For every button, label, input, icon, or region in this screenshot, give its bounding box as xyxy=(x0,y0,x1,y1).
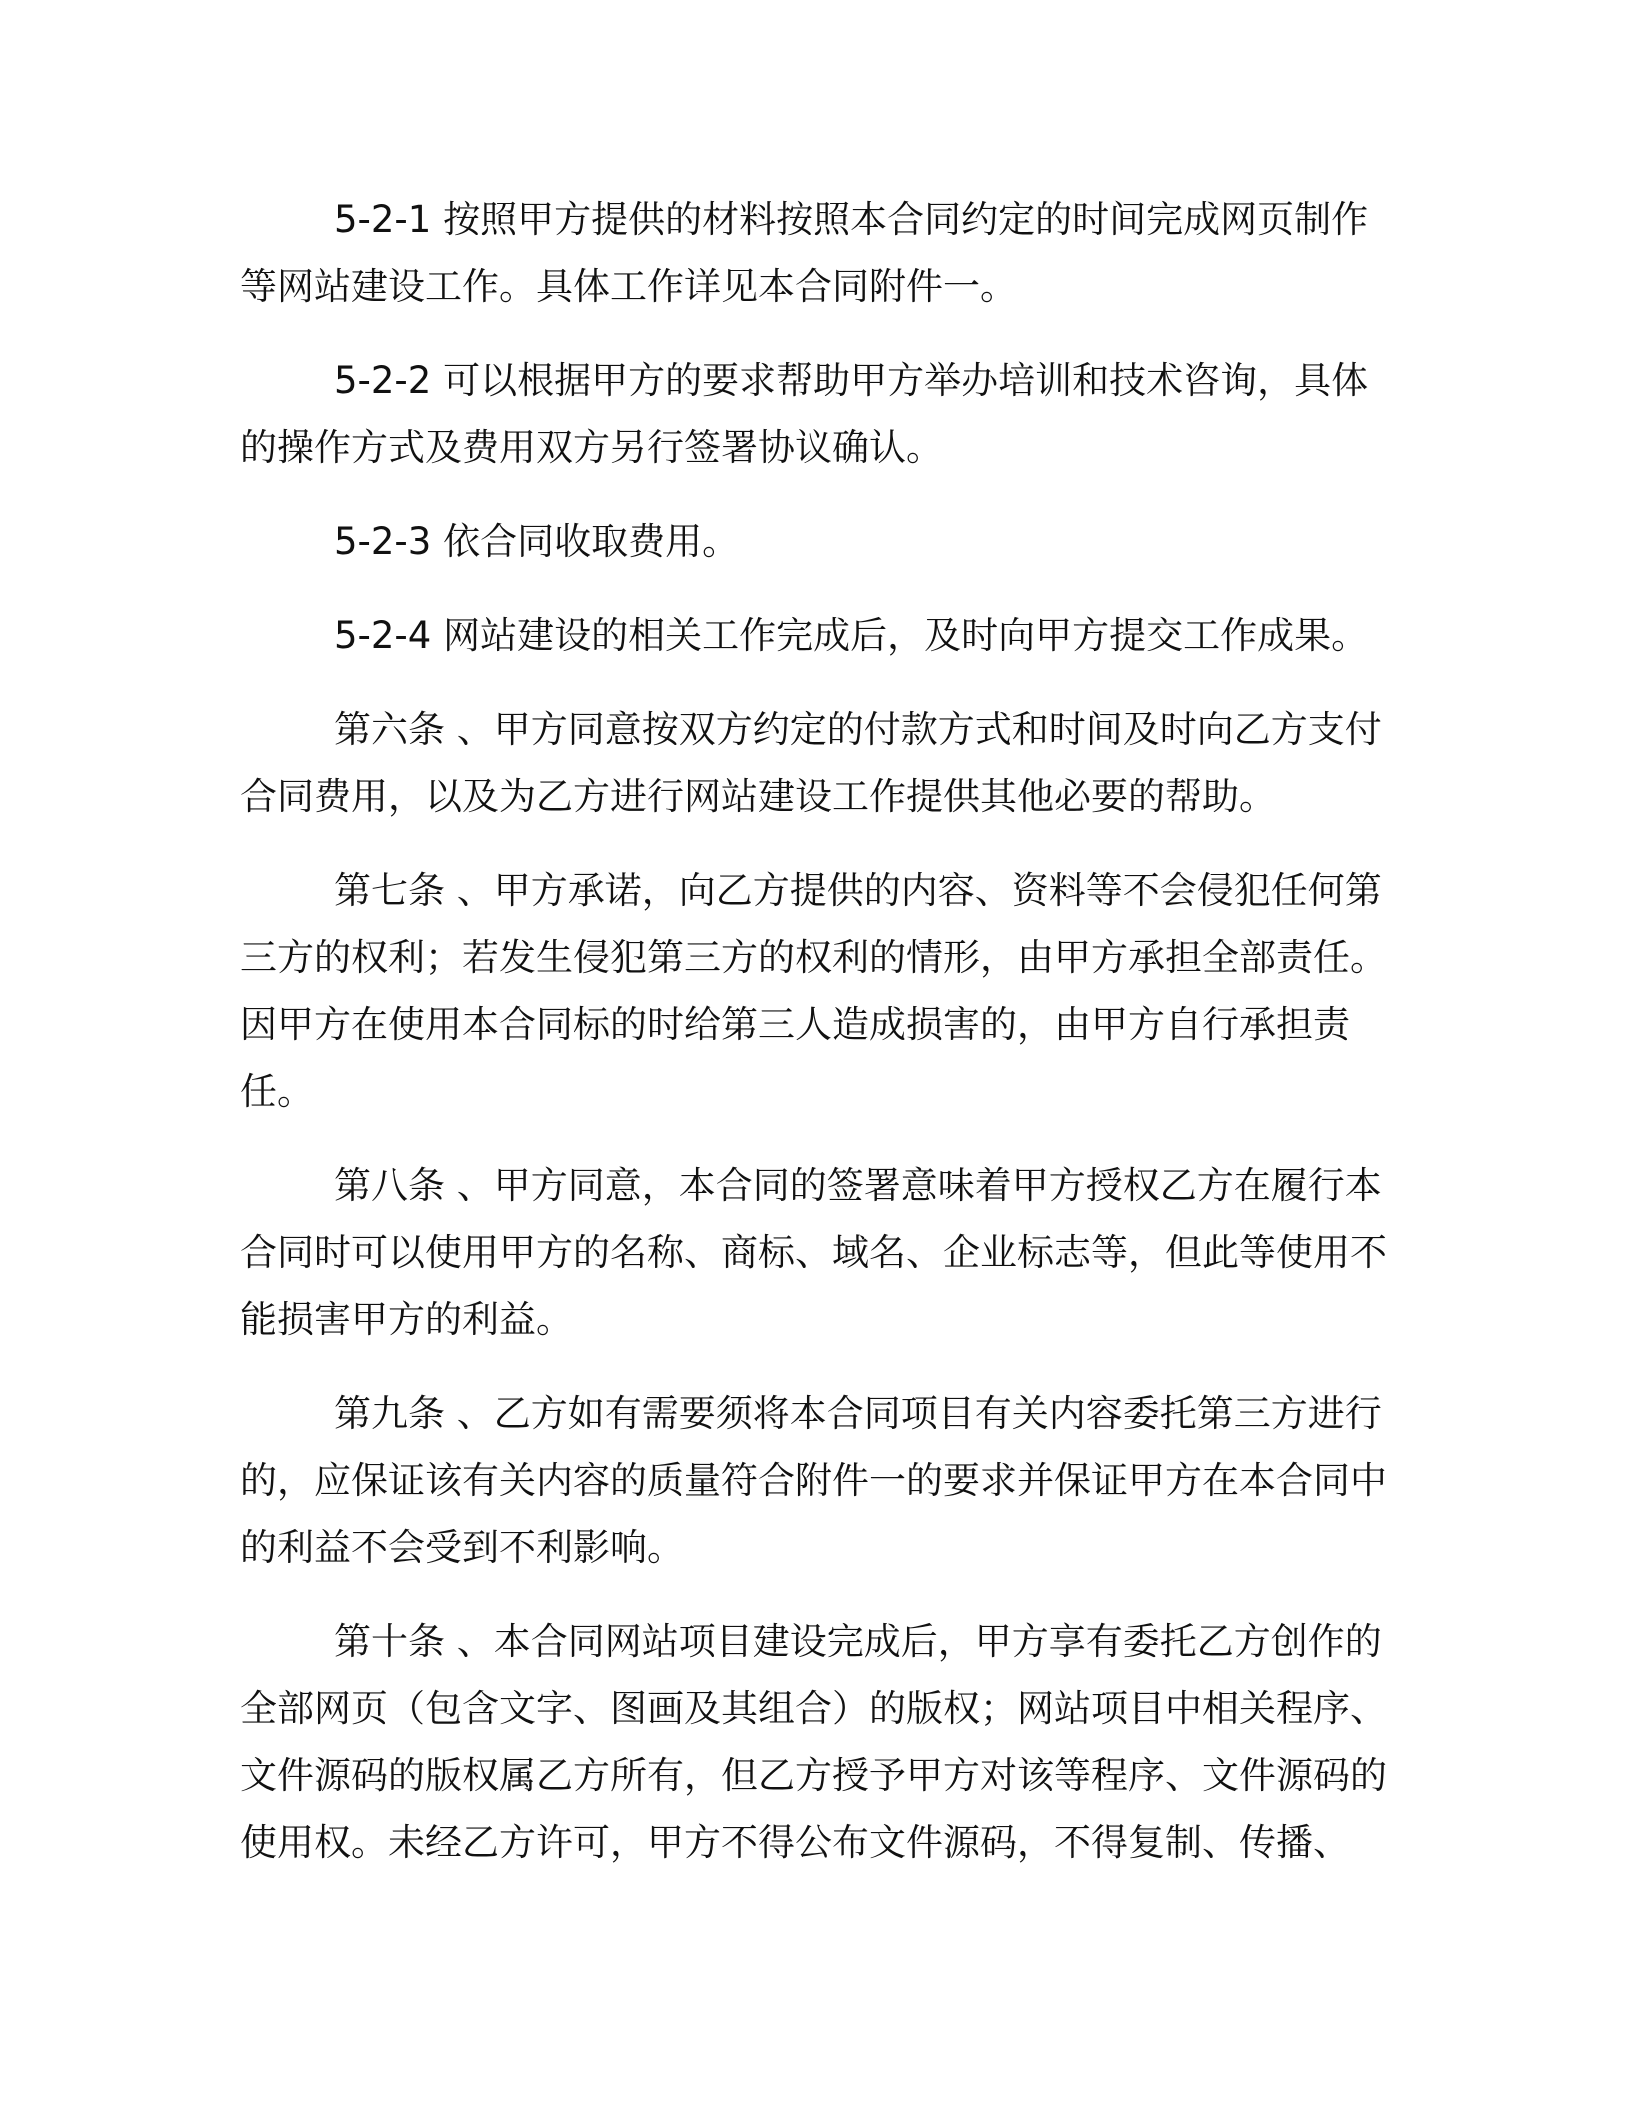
paragraph-5-2-3: 5-2-3 依合同收取费用。 xyxy=(334,520,740,563)
paragraph-5-2-1: 5-2-1 按照甲方提供的材料按照本合同约定的时间完成网页制作等网站建设工作。具体工作详见本合同附件一。 xyxy=(240,198,1369,308)
paragraph-5-2-4: 5-2-4 网站建设的相关工作完成后，及时向甲方提交工作成果。 xyxy=(334,614,1369,657)
document-body xyxy=(240,186,1390,1903)
paragraph-5-2-2: 5-2-2 可以根据甲方的要求帮助甲方举办培训和技术咨询，具体的操作方式及费用双方另行签署协议确认。 xyxy=(240,359,1369,469)
paragraph-article-6: 第六条 、甲方同意按双方约定的付款方式和时间及时向乙方支付合同费用，以及为乙方进行网站建设工作提供其他必要的帮助。 xyxy=(240,708,1382,818)
paragraph-article-7: 第七条 、甲方承诺，向乙方提供的内容、资料等不会侵犯任何第三方的权利；若发生侵犯第三方的权利的情形，由甲方承担全部责任。因甲方在使用本合同标的时给第三人造成损害的，由甲方自行承担责任。 xyxy=(240,869,1387,1113)
paragraph-article-8: 第八条 、甲方同意，本合同的签署意味着甲方授权乙方在履行本合同时可以使用甲方的名称、商标、域名、企业标志等，但此等使用不能损害甲方的利益。 xyxy=(240,1164,1387,1341)
paragraph-article-9: 第九条 、乙方如有需要须将本合同项目有关内容委托第三方进行的，应保证该有关内容的质量符合附件一的要求并保证甲方在本合同中的利益不会受到不利影响。 xyxy=(240,1392,1387,1569)
paragraph-article-10: 第十条 、本合同网站项目建设完成后，甲方享有委托乙方创作的全部网页（包含文字、图画及其组合）的版权；网站项目中相关程序、文件源码的版权属乙方所有，但乙方授予甲方对该等程序、文件源码的使用权。未经乙方许可，甲方不得公布文件源码，不得复制、传播、 xyxy=(240,1620,1387,1864)
